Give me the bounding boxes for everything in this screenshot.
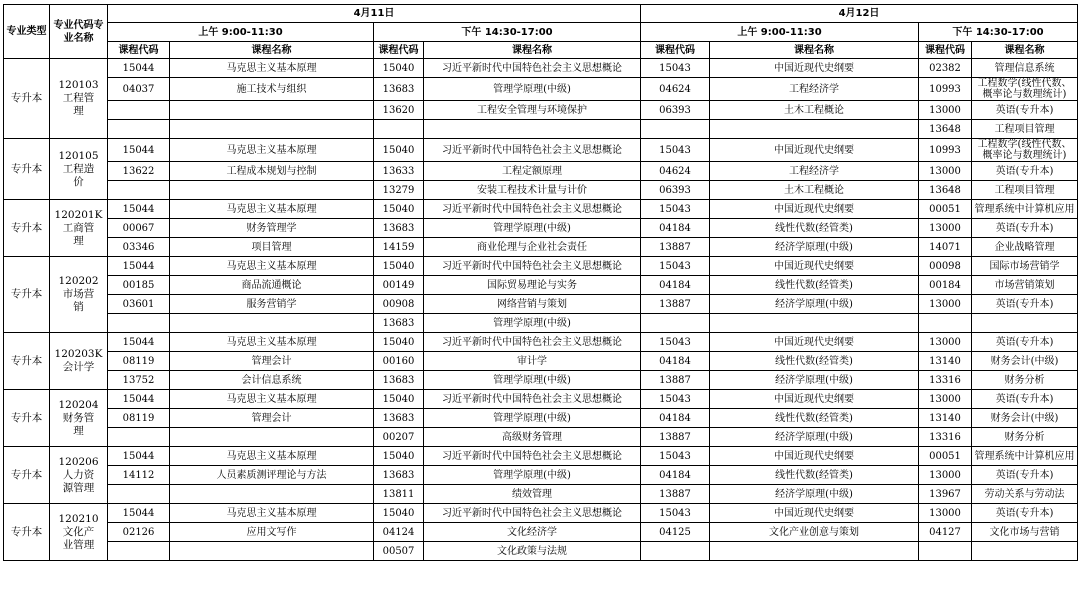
cell-day2-am-name: 土木工程概论 <box>710 101 919 120</box>
table-row <box>4 219 1078 238</box>
table-row <box>4 295 1078 314</box>
cell-day2-pm-name: 文化市场与营销 <box>972 523 1078 542</box>
cell-day1-pm-code: 04124 <box>374 523 424 542</box>
cell-day1-pm-code: 15040 <box>374 139 424 162</box>
table-row <box>4 200 1078 219</box>
cell-day2-pm-name: 工程项目管理 <box>972 181 1078 200</box>
cell-day2-pm-code: 14071 <box>919 238 972 257</box>
cell-day1-am-code: 03346 <box>108 238 170 257</box>
cell-day2-am-name: 中国近现代史纲要 <box>710 390 919 409</box>
major-name: 工程造价 <box>62 162 95 188</box>
cell-day1-am-name: 商品流通概论 <box>170 276 374 295</box>
cell-day1-am-name: 财务管理学 <box>170 219 374 238</box>
major-type-cell: 专升本 <box>4 447 50 504</box>
cell-day1-am-name: 服务营销学 <box>170 295 374 314</box>
table-header <box>4 5 1078 59</box>
cell-day2-am-code: 06393 <box>641 181 710 200</box>
major-code-name-cell <box>50 390 108 447</box>
cell-day1-pm-name: 习近平新时代中国特色社会主义思想概论 <box>424 200 641 219</box>
table-row <box>4 59 1078 78</box>
cell-day2-am-code: 04624 <box>641 162 710 181</box>
major-name: 文化产业管理 <box>62 525 95 551</box>
cell-day2-am-code: 04184 <box>641 409 710 428</box>
cell-day1-am-code: 15044 <box>108 390 170 409</box>
cell-day1-am-name <box>170 101 374 120</box>
cell-day1-am-name: 马克思主义基本原理 <box>170 200 374 219</box>
header-major-type-label: 专业类型 <box>6 26 47 37</box>
cell-day1-am-name: 马克思主义基本原理 <box>170 139 374 162</box>
cell-day2-am-name: 中国近现代史纲要 <box>710 333 919 352</box>
cell-day1-am-name <box>170 428 374 447</box>
cell-day2-am-code: 04184 <box>641 219 710 238</box>
cell-day1-am-name: 马克思主义基本原理 <box>170 59 374 78</box>
cell-day1-am-code: 03601 <box>108 295 170 314</box>
header-course-code: 课程代码 <box>641 42 710 59</box>
cell-day2-pm-code: 02382 <box>919 59 972 78</box>
cell-day1-am-name: 施工技术与组织 <box>170 78 374 101</box>
cell-day1-am-name: 应用文写作 <box>170 523 374 542</box>
cell-day1-pm-code: 13683 <box>374 371 424 390</box>
cell-day1-pm-name <box>424 120 641 139</box>
cell-day2-pm-code: 04127 <box>919 523 972 542</box>
cell-day2-am-code: 13887 <box>641 428 710 447</box>
cell-day2-pm-code: 00051 <box>919 200 972 219</box>
cell-day2-am-name <box>710 314 919 333</box>
cell-day2-am-name: 文化产业创意与策划 <box>710 523 919 542</box>
cell-day1-am-name: 马克思主义基本原理 <box>170 333 374 352</box>
cell-day1-am-code: 08119 <box>108 409 170 428</box>
table-row <box>4 238 1078 257</box>
cell-day2-am-name: 经济学原理(中级) <box>710 371 919 390</box>
major-type-cell: 专升本 <box>4 504 50 561</box>
table-row <box>4 409 1078 428</box>
major-name: 财务管理 <box>62 411 95 437</box>
cell-day2-am-name: 中国近现代史纲要 <box>710 139 919 162</box>
cell-day2-am-code: 15043 <box>641 390 710 409</box>
major-code: 120206 <box>58 455 99 468</box>
cell-day1-pm-code: 15040 <box>374 257 424 276</box>
header-course-code: 课程代码 <box>374 42 424 59</box>
cell-day1-pm-code: 00908 <box>374 295 424 314</box>
major-type-cell: 专升本 <box>4 333 50 390</box>
cell-day1-pm-name: 习近平新时代中国特色社会主义思想概论 <box>424 390 641 409</box>
cell-day1-pm-name: 文化政策与法规 <box>424 542 641 561</box>
cell-day2-pm-code: 13140 <box>919 409 972 428</box>
cell-day2-pm-name: 企业战略管理 <box>972 238 1078 257</box>
table-row <box>4 333 1078 352</box>
table-row <box>4 542 1078 561</box>
table-row <box>4 390 1078 409</box>
cell-day1-pm-code: 15040 <box>374 333 424 352</box>
cell-day1-pm-name: 商业伦理与企业社会责任 <box>424 238 641 257</box>
major-name: 会计学 <box>62 361 95 373</box>
major-code-name-cell <box>50 200 108 257</box>
cell-day1-am-name <box>170 542 374 561</box>
cell-day2-am-name: 线性代数(经管类) <box>710 352 919 371</box>
cell-day2-pm-code: 13000 <box>919 101 972 120</box>
cell-day1-am-name <box>170 314 374 333</box>
cell-day2-am-code: 04624 <box>641 78 710 101</box>
cell-day1-am-code: 15044 <box>108 257 170 276</box>
cell-day2-am-code: 15043 <box>641 333 710 352</box>
cell-day1-pm-name: 习近平新时代中国特色社会主义思想概论 <box>424 333 641 352</box>
cell-day2-pm-code: 10993 <box>919 78 972 101</box>
table-row <box>4 314 1078 333</box>
header-course-name: 课程名称 <box>710 42 919 59</box>
header-day1-pm: 下午 14:30-17:00 <box>374 23 641 42</box>
cell-day2-pm-code: 13000 <box>919 295 972 314</box>
cell-day1-pm-name: 管理学原理(中级) <box>424 466 641 485</box>
header-course-name: 课程名称 <box>424 42 641 59</box>
table-row <box>4 181 1078 200</box>
cell-day2-am-name: 中国近现代史纲要 <box>710 59 919 78</box>
major-type-cell: 专升本 <box>4 200 50 257</box>
header-course-code: 课程代码 <box>919 42 972 59</box>
cell-day2-pm-name: 管理系统中计算机应用 <box>972 200 1078 219</box>
major-code: 120202 <box>58 275 99 287</box>
cell-day1-am-name <box>170 485 374 504</box>
header-major-type <box>4 5 50 59</box>
cell-day1-pm-name: 管理学原理(中级) <box>424 409 641 428</box>
cell-day2-pm-code <box>919 542 972 561</box>
cell-day2-am-name: 工程经济学 <box>710 78 919 101</box>
cell-day2-pm-name: 管理信息系统 <box>972 59 1078 78</box>
cell-day2-pm-code <box>919 314 972 333</box>
cell-day2-am-code: 13887 <box>641 485 710 504</box>
major-name: 工商管理 <box>62 221 95 247</box>
cell-day2-pm-name: 财务会计(中级) <box>972 352 1078 371</box>
cell-day2-am-name: 中国近现代史纲要 <box>710 257 919 276</box>
cell-day2-am-code: 15043 <box>641 59 710 78</box>
table-row <box>4 120 1078 139</box>
cell-day2-pm-name: 管理系统中计算机应用 <box>972 447 1078 466</box>
cell-day2-am-code: 13887 <box>641 295 710 314</box>
cell-day2-pm-name: 英语(专升本) <box>972 333 1078 352</box>
cell-day1-am-name: 马克思主义基本原理 <box>170 447 374 466</box>
cell-day1-pm-name: 安装工程技术计量与计价 <box>424 181 641 200</box>
cell-day2-pm-code: 13000 <box>919 333 972 352</box>
header-course-code: 课程代码 <box>108 42 170 59</box>
cell-day1-pm-name: 绩效管理 <box>424 485 641 504</box>
cell-day2-am-code: 04184 <box>641 276 710 295</box>
cell-day2-pm-name: 英语(专升本) <box>972 101 1078 120</box>
major-type-cell: 专升本 <box>4 59 50 139</box>
cell-day1-am-name: 项目管理 <box>170 238 374 257</box>
cell-day2-am-code <box>641 542 710 561</box>
cell-day1-pm-code: 15040 <box>374 504 424 523</box>
cell-day2-pm-name: 英语(专升本) <box>972 162 1078 181</box>
cell-day1-am-code: 00185 <box>108 276 170 295</box>
cell-day1-am-code: 02126 <box>108 523 170 542</box>
cell-day2-pm-name: 英语(专升本) <box>972 219 1078 238</box>
cell-day1-pm-name: 管理学原理(中级) <box>424 371 641 390</box>
cell-day2-am-name: 经济学原理(中级) <box>710 428 919 447</box>
cell-day1-am-name: 工程成本规划与控制 <box>170 162 374 181</box>
cell-day1-am-name <box>170 120 374 139</box>
cell-day2-pm-code: 00051 <box>919 447 972 466</box>
major-name: 工程管理 <box>62 92 95 117</box>
cell-day1-pm-code: 13683 <box>374 409 424 428</box>
cell-day2-am-code: 04184 <box>641 352 710 371</box>
cell-day2-am-code <box>641 314 710 333</box>
cell-day2-am-name: 中国近现代史纲要 <box>710 200 919 219</box>
cell-day2-am-name: 中国近现代史纲要 <box>710 447 919 466</box>
cell-day2-pm-name: 财务分析 <box>972 371 1078 390</box>
cell-day1-pm-code: 15040 <box>374 200 424 219</box>
header-day-2: 4月12日 <box>641 5 1078 23</box>
cell-day2-pm-name: 财务分析 <box>972 428 1078 447</box>
cell-day2-pm-name: 市场营销策划 <box>972 276 1078 295</box>
cell-day1-am-code: 15044 <box>108 200 170 219</box>
header-major-code-name <box>50 5 108 59</box>
header-major-code-label: 专业代码专业名称 <box>53 19 104 44</box>
cell-day1-am-code <box>108 542 170 561</box>
cell-day1-am-code: 13752 <box>108 371 170 390</box>
table-row <box>4 257 1078 276</box>
cell-day1-pm-code: 00207 <box>374 428 424 447</box>
major-name: 市场营销 <box>62 288 95 313</box>
cell-day1-am-code: 15044 <box>108 59 170 78</box>
cell-day1-pm-name: 习近平新时代中国特色社会主义思想概论 <box>424 447 641 466</box>
table-row <box>4 447 1078 466</box>
cell-day2-pm-code: 13316 <box>919 428 972 447</box>
table-row <box>4 101 1078 120</box>
cell-day1-pm-code: 13683 <box>374 314 424 333</box>
cell-day1-am-code: 15044 <box>108 447 170 466</box>
cell-day1-am-code: 04037 <box>108 78 170 101</box>
cell-day1-pm-code: 13683 <box>374 78 424 101</box>
cell-day2-pm-code: 00184 <box>919 276 972 295</box>
header-course-name: 课程名称 <box>972 42 1078 59</box>
cell-day2-am-code: 15043 <box>641 257 710 276</box>
cell-day2-pm-name: 工程数学(线性代数、概率论与数理统计) <box>972 78 1078 101</box>
cell-day2-am-code: 15043 <box>641 200 710 219</box>
cell-day2-pm-code: 00098 <box>919 257 972 276</box>
cell-day2-am-name: 线性代数(经管类) <box>710 466 919 485</box>
cell-day2-am-code <box>641 120 710 139</box>
cell-day1-am-name <box>170 181 374 200</box>
cell-day1-am-code <box>108 101 170 120</box>
major-code: 120203K <box>54 348 103 360</box>
major-code-name-cell <box>50 333 108 390</box>
cell-day1-pm-name: 习近平新时代中国特色社会主义思想概论 <box>424 504 641 523</box>
table-row <box>4 139 1078 162</box>
cell-day1-pm-code: 14159 <box>374 238 424 257</box>
cell-day1-pm-name: 管理学原理(中级) <box>424 78 641 101</box>
cell-day2-am-code: 13887 <box>641 371 710 390</box>
table-row <box>4 523 1078 542</box>
major-code: 120210 <box>58 512 99 525</box>
major-code-name-cell <box>50 139 108 200</box>
cell-day2-pm-name: 国际市场营销学 <box>972 257 1078 276</box>
cell-day1-pm-code: 15040 <box>374 447 424 466</box>
major-type-cell: 专升本 <box>4 139 50 200</box>
cell-day2-pm-code: 10993 <box>919 139 972 162</box>
cell-day1-pm-code: 00507 <box>374 542 424 561</box>
cell-day1-pm-name: 网络营销与策划 <box>424 295 641 314</box>
cell-day2-pm-code: 13967 <box>919 485 972 504</box>
cell-day1-am-code <box>108 314 170 333</box>
cell-day2-pm-code: 13000 <box>919 504 972 523</box>
cell-day1-pm-name: 高级财务管理 <box>424 428 641 447</box>
major-name: 人力资源管理 <box>62 468 95 494</box>
cell-day1-pm-code: 13683 <box>374 466 424 485</box>
cell-day1-am-code <box>108 485 170 504</box>
cell-day1-pm-name: 习近平新时代中国特色社会主义思想概论 <box>424 139 641 162</box>
cell-day2-am-name: 工程经济学 <box>710 162 919 181</box>
major-code-name-cell <box>50 504 108 561</box>
table-row <box>4 428 1078 447</box>
major-type-cell: 专升本 <box>4 257 50 333</box>
major-code: 120204 <box>58 398 99 411</box>
cell-day1-am-name: 人员素质测评理论与方法 <box>170 466 374 485</box>
cell-day1-am-name: 马克思主义基本原理 <box>170 504 374 523</box>
cell-day1-am-code: 00067 <box>108 219 170 238</box>
cell-day1-am-code <box>108 120 170 139</box>
cell-day1-pm-code: 00160 <box>374 352 424 371</box>
major-code: 120103 <box>58 79 99 91</box>
table-row <box>4 485 1078 504</box>
table-row <box>4 466 1078 485</box>
cell-day1-pm-code: 13683 <box>374 219 424 238</box>
cell-day1-am-code <box>108 428 170 447</box>
table-body <box>4 59 1078 561</box>
cell-day1-pm-name: 管理学原理(中级) <box>424 314 641 333</box>
table-row <box>4 78 1078 101</box>
cell-day1-pm-name: 工程定额原理 <box>424 162 641 181</box>
cell-day2-am-name: 中国近现代史纲要 <box>710 504 919 523</box>
table-row <box>4 504 1078 523</box>
cell-day1-pm-code: 13811 <box>374 485 424 504</box>
cell-day2-am-name <box>710 542 919 561</box>
exam-schedule-table <box>3 4 1078 561</box>
cell-day2-pm-name: 工程数学(线性代数、概率论与数理统计) <box>972 139 1078 162</box>
cell-day1-pm-name: 管理学原理(中级) <box>424 219 641 238</box>
cell-day1-pm-code: 13279 <box>374 181 424 200</box>
cell-day1-am-code <box>108 181 170 200</box>
header-day2-pm: 下午 14:30-17:00 <box>919 23 1078 42</box>
cell-day1-pm-name: 国际贸易理论与实务 <box>424 276 641 295</box>
cell-day1-am-code: 15044 <box>108 139 170 162</box>
cell-day1-pm-code: 13633 <box>374 162 424 181</box>
cell-day2-am-code: 15043 <box>641 504 710 523</box>
table-row <box>4 162 1078 181</box>
cell-day1-am-name: 管理会计 <box>170 352 374 371</box>
cell-day1-pm-name: 习近平新时代中国特色社会主义思想概论 <box>424 257 641 276</box>
cell-day2-pm-name: 劳动关系与劳动法 <box>972 485 1078 504</box>
cell-day2-am-code: 15043 <box>641 447 710 466</box>
cell-day2-pm-code: 13000 <box>919 390 972 409</box>
cell-day2-am-name: 线性代数(经管类) <box>710 276 919 295</box>
cell-day2-pm-name <box>972 314 1078 333</box>
cell-day1-pm-code: 13620 <box>374 101 424 120</box>
cell-day2-pm-name: 工程项目管理 <box>972 120 1078 139</box>
cell-day2-am-code: 04125 <box>641 523 710 542</box>
cell-day2-pm-code: 13648 <box>919 120 972 139</box>
cell-day1-am-name: 马克思主义基本原理 <box>170 390 374 409</box>
header-day2-am: 上午 9:00-11:30 <box>641 23 919 42</box>
header-course-name: 课程名称 <box>170 42 374 59</box>
cell-day1-pm-name: 文化经济学 <box>424 523 641 542</box>
cell-day2-pm-name: 英语(专升本) <box>972 390 1078 409</box>
cell-day2-am-name: 经济学原理(中级) <box>710 485 919 504</box>
cell-day1-am-code: 14112 <box>108 466 170 485</box>
cell-day2-pm-name: 财务会计(中级) <box>972 409 1078 428</box>
cell-day2-pm-name <box>972 542 1078 561</box>
major-code: 120105 <box>58 149 99 162</box>
cell-day1-pm-name: 审计学 <box>424 352 641 371</box>
cell-day1-am-code: 08119 <box>108 352 170 371</box>
header-day1-am: 上午 9:00-11:30 <box>108 23 374 42</box>
major-code-name-cell <box>50 257 108 333</box>
cell-day1-am-name: 马克思主义基本原理 <box>170 257 374 276</box>
cell-day1-am-code: 13622 <box>108 162 170 181</box>
cell-day1-pm-name: 工程安全管理与环境保护 <box>424 101 641 120</box>
cell-day2-pm-name: 英语(专升本) <box>972 504 1078 523</box>
cell-day2-pm-name: 英语(专升本) <box>972 466 1078 485</box>
table-row <box>4 276 1078 295</box>
cell-day2-am-name: 经济学原理(中级) <box>710 295 919 314</box>
cell-day2-am-code: 13887 <box>641 238 710 257</box>
major-type-cell: 专升本 <box>4 390 50 447</box>
header-day-1: 4月11日 <box>108 5 641 23</box>
major-code: 120201K <box>54 208 103 221</box>
table-row <box>4 371 1078 390</box>
cell-day2-am-name: 线性代数(经管类) <box>710 219 919 238</box>
cell-day2-am-name: 线性代数(经管类) <box>710 409 919 428</box>
major-code-name-cell <box>50 59 108 139</box>
cell-day2-pm-code: 13000 <box>919 219 972 238</box>
cell-day2-pm-code: 13648 <box>919 181 972 200</box>
cell-day2-am-name <box>710 120 919 139</box>
cell-day2-pm-code: 13316 <box>919 371 972 390</box>
cell-day1-pm-code: 00149 <box>374 276 424 295</box>
cell-day2-pm-code: 13000 <box>919 466 972 485</box>
cell-day1-pm-code: 15040 <box>374 59 424 78</box>
table-row <box>4 352 1078 371</box>
cell-day1-am-name: 会计信息系统 <box>170 371 374 390</box>
cell-day2-pm-name: 英语(专升本) <box>972 295 1078 314</box>
cell-day1-am-code: 15044 <box>108 504 170 523</box>
cell-day2-pm-code: 13000 <box>919 162 972 181</box>
cell-day1-pm-code: 15040 <box>374 390 424 409</box>
cell-day2-pm-code: 13140 <box>919 352 972 371</box>
cell-day2-am-code: 04184 <box>641 466 710 485</box>
cell-day1-am-name: 管理会计 <box>170 409 374 428</box>
cell-day2-am-name: 土木工程概论 <box>710 181 919 200</box>
cell-day2-am-code: 06393 <box>641 101 710 120</box>
cell-day1-am-code: 15044 <box>108 333 170 352</box>
cell-day1-pm-code <box>374 120 424 139</box>
cell-day2-am-name: 经济学原理(中级) <box>710 238 919 257</box>
cell-day1-pm-name: 习近平新时代中国特色社会主义思想概论 <box>424 59 641 78</box>
cell-day2-am-code: 15043 <box>641 139 710 162</box>
major-code-name-cell <box>50 447 108 504</box>
